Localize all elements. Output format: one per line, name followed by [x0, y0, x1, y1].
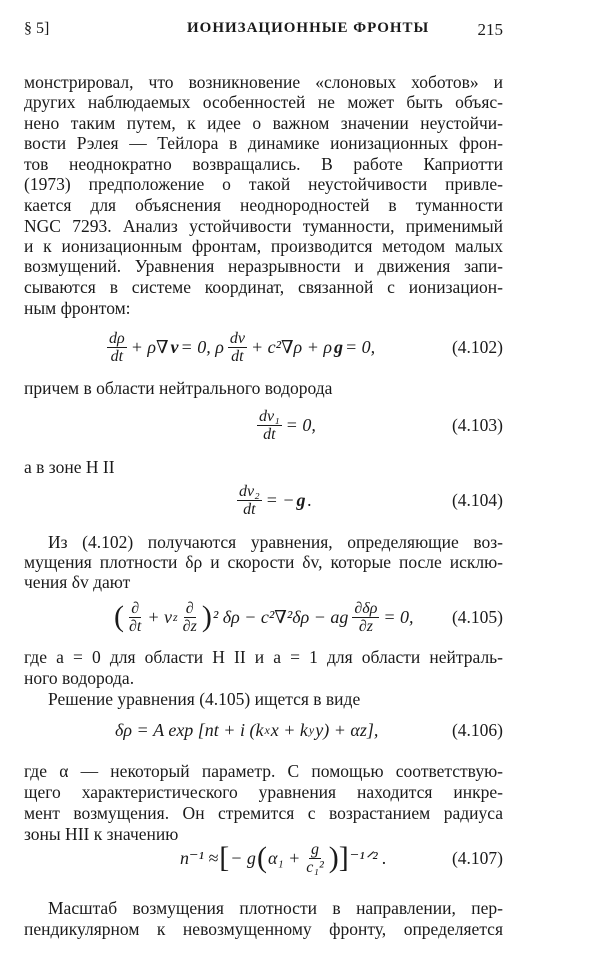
- fraction: [352, 600, 379, 635]
- equation-term: y) + αz],: [315, 719, 379, 740]
- denominator: dt: [231, 347, 244, 365]
- text-line: мент возмущения. Он стремится с возрастанием радиуса: [24, 803, 503, 823]
- denominator: dt: [243, 500, 256, 518]
- equation-term: + ρ∇: [130, 336, 169, 357]
- equation-term: − g: [230, 847, 256, 868]
- equation-term: + v: [147, 606, 172, 627]
- equation-term: = 0, ρ: [180, 336, 224, 357]
- text-line: сываются в системе координат, связанной с ионизацион-: [24, 277, 503, 297]
- text-line: чения δv дают: [24, 572, 131, 592]
- text-line: и к ионизационным фронтам, производится методом малых: [24, 236, 503, 256]
- page-number: 215: [477, 20, 503, 39]
- text-line: причем в области нейтрального водорода: [24, 378, 333, 398]
- denominator: ∂z: [358, 617, 373, 635]
- numerator: dv: [229, 329, 245, 347]
- bracket: (: [114, 600, 124, 633]
- fraction: [107, 330, 127, 365]
- equation-term: α₁ +: [267, 847, 301, 868]
- text-line: зоны HII к значению: [24, 824, 179, 844]
- running-title: ИОНИЗАЦИОННЫЕ ФРОНТЫ: [187, 20, 430, 36]
- section-marker: § 5]: [24, 20, 50, 37]
- text-line: щего характеристического уравнения находится инкре-: [24, 782, 503, 802]
- equation-body: [234, 480, 313, 520]
- vector-symbol: g: [296, 489, 306, 510]
- text-line: Из (4.102) получаются уравнения, определяющие воз-: [48, 532, 503, 552]
- text-line: монстрировал, что возникновение «слоновых хоботов» и: [24, 72, 503, 92]
- equation-term: = 0,: [344, 336, 376, 357]
- fraction: [228, 330, 247, 365]
- equation-number: (4.107): [451, 848, 503, 868]
- equation-term: n⁻¹ ≈: [180, 847, 219, 868]
- equation: [24, 405, 503, 445]
- text-line: нено таким путем, к идее о важном значении неустойчи-: [24, 113, 503, 133]
- text-line: пендикулярном к невозмущенному фронту, определяется: [24, 919, 503, 939]
- text-line: где α — некоторый параметр. С помощью соответствую-: [24, 761, 503, 781]
- numerator: g: [311, 840, 320, 858]
- bracket: ): [201, 600, 212, 633]
- text-line: где a = 0 для области H II и a = 1 для области нейтраль-: [24, 647, 503, 667]
- denominator: dt: [110, 347, 124, 365]
- text-line: ным фронтом:: [24, 298, 131, 318]
- equation-term: .: [307, 489, 312, 510]
- equation-body: [114, 710, 379, 750]
- equation-term: = 0,: [383, 606, 414, 627]
- equation: [24, 838, 503, 878]
- equation: [24, 480, 503, 520]
- subscript: z: [173, 609, 178, 624]
- vector-symbol: v: [170, 336, 179, 357]
- text-line: других наблюдаемых особенностей не может быть объяс-: [24, 92, 503, 112]
- equation-term: δρ = A exp [nt + i (k: [115, 719, 264, 740]
- fraction: [127, 600, 143, 635]
- numerator: dv₁: [259, 407, 280, 425]
- numerator: ∂δρ: [354, 599, 378, 617]
- equation-body: [254, 405, 317, 445]
- equation: [24, 597, 503, 637]
- equation-body: [179, 838, 388, 878]
- numerator: dρ: [109, 329, 125, 347]
- denominator: c₁²: [306, 858, 324, 876]
- text-line: а в зоне H II: [24, 457, 115, 477]
- equation-body: [114, 597, 415, 637]
- numerator: ∂: [185, 599, 194, 617]
- bracket: (: [256, 841, 267, 874]
- equation-number: (4.105): [451, 607, 503, 627]
- bracket: ): [328, 841, 339, 874]
- numerator: ∂: [131, 599, 140, 617]
- equation-number: (4.103): [451, 415, 503, 435]
- fraction: [304, 841, 325, 876]
- denominator: ∂z: [182, 617, 197, 635]
- equation-term: + c²∇ρ + ρ: [250, 336, 332, 357]
- subscript: x: [264, 722, 270, 737]
- equation-term: ⁻¹ᐟ² .: [349, 847, 387, 868]
- equation-number: (4.104): [451, 490, 503, 510]
- text-line: Решение уравнения (4.105) ищется в виде: [48, 689, 361, 709]
- equation-term: = −: [265, 489, 295, 510]
- equation-number: (4.102): [451, 337, 503, 357]
- text-line: (1973) предположение о такой неустойчивости привле-: [24, 174, 503, 194]
- text-line: тов неоднократно возвращались. В работе Каприотти: [24, 154, 503, 174]
- numerator: dv₂: [239, 482, 260, 500]
- equation-number: (4.106): [451, 720, 503, 740]
- equation-term: x + k: [270, 719, 308, 740]
- text-line: кается для объяснения неоднородностей в туманности: [24, 195, 503, 215]
- equation: [24, 327, 503, 367]
- subscript: y: [308, 722, 315, 737]
- equation-term: ² δρ − c²∇²δρ − ag: [212, 606, 349, 627]
- denominator: dt: [263, 425, 276, 443]
- text-line: мущения плотности δρ и скорости δv, которые после исклю-: [24, 552, 503, 572]
- fraction: [181, 600, 199, 635]
- text-line: возмущений. Уравнения неразрывности и движения запи-: [24, 256, 503, 276]
- text-line: Масштаб возмущения плотности в направлении, пер-: [48, 898, 503, 918]
- vector-symbol: g: [333, 336, 343, 357]
- equation: [24, 710, 503, 750]
- fraction: [257, 408, 282, 443]
- bracket: [: [219, 841, 230, 874]
- text-line: ного водорода.: [24, 668, 135, 688]
- equation-term: = 0,: [285, 414, 316, 435]
- equation-body: [104, 327, 376, 367]
- denominator: ∂t: [129, 617, 142, 635]
- text-line: вости Рэлея — Тейлора в динамике ионизационных фрон-: [24, 133, 503, 153]
- fraction: [237, 483, 262, 518]
- bracket: ]: [338, 841, 349, 874]
- text-line: NGC 7293. Анализ устойчивости туманности, применимый: [24, 216, 503, 236]
